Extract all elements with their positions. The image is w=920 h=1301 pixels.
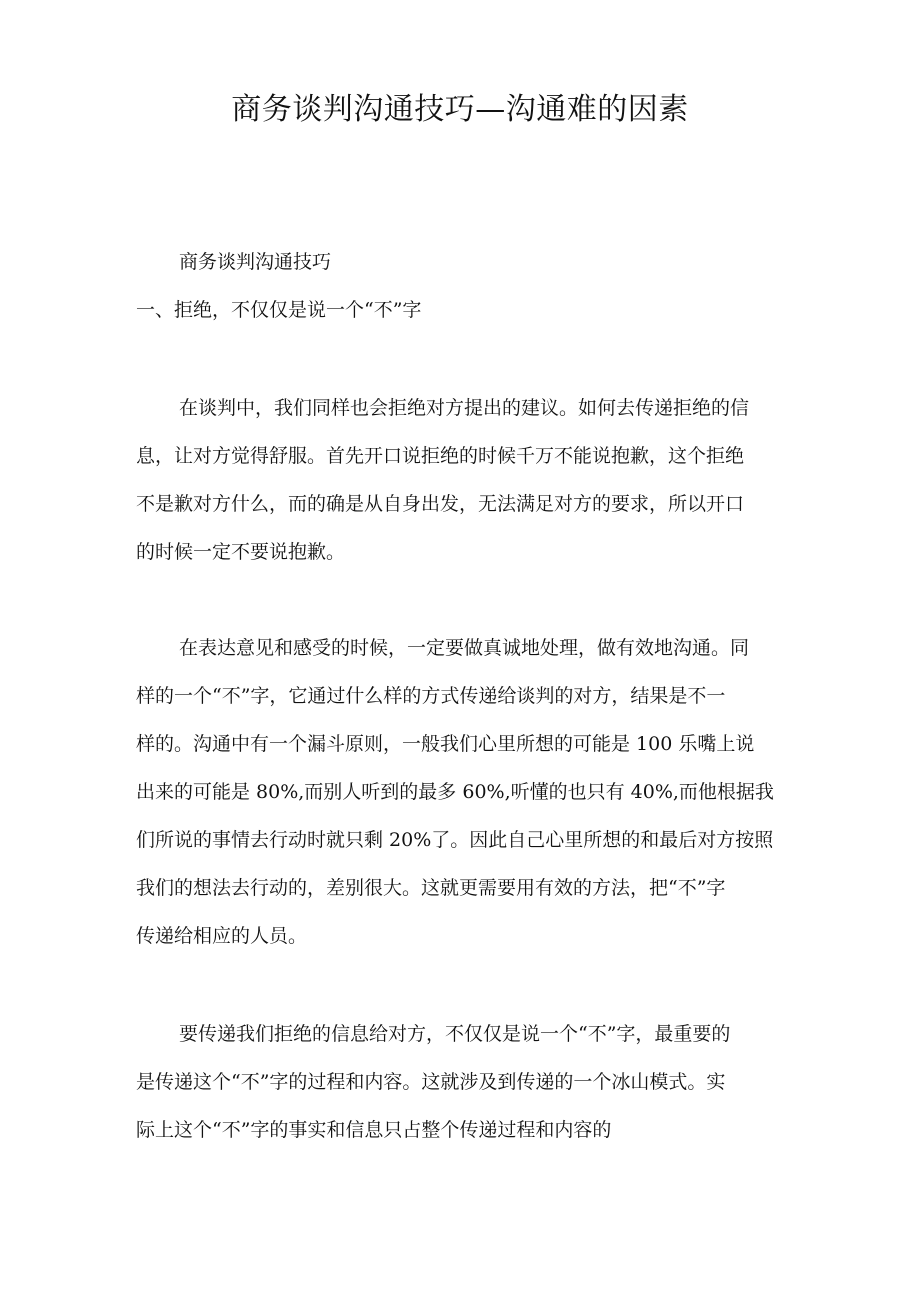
- paragraph-1-line-4: 的时候一定不要说抱歉。: [136, 541, 346, 563]
- section-heading: 一、拒绝，不仅仅是说一个“不”字: [136, 299, 422, 321]
- paragraph-2-line-4: 出来的可能是 80%,而别人听到的最多 60%,听懂的也只有 40%,而他根据我: [136, 781, 774, 803]
- paragraph-3-line-2: 是传递这个“不”字的过程和内容。这就涉及到传递的一个冰山模式。实: [136, 1071, 726, 1093]
- paragraph-3-line-3: 际上这个“不”字的事实和信息只占整个传递过程和内容的: [136, 1119, 612, 1141]
- document-subtitle: 商务谈判沟通技巧: [179, 251, 332, 273]
- paragraph-1-line-2: 息，让对方觉得舒服。首先开口说拒绝的时候千万不能说抱歉，这个拒绝: [136, 445, 745, 467]
- paragraph-2-line-2: 样的一个“不”字，它通过什么样的方式传递给谈判的对方，结果是不一: [136, 685, 726, 707]
- document-title: 商务谈判沟通技巧—沟通难的因素: [231, 92, 689, 127]
- paragraph-2-line-3: 样的。沟通中有一个漏斗原则，一般我们心里所想的可能是 100 乐嘴上说: [136, 733, 755, 755]
- paragraph-3-line-1: 要传递我们拒绝的信息给对方，不仅仅是说一个“不”字，最重要的: [179, 1023, 731, 1045]
- paragraph-1-line-3: 不是歉对方什么，而的确是从自身出发，无法满足对方的要求，所以开口: [136, 493, 745, 515]
- paragraph-2-line-6: 我们的想法去行动的，差别很大。这就更需要用有效的方法，把“不”字: [136, 877, 726, 899]
- paragraph-2-line-5: 们所说的事情去行动时就只剩 20%了。因此自己心里所想的和最后对方按照: [136, 829, 774, 851]
- paragraph-2-line-7: 传递给相应的人员。: [136, 925, 308, 947]
- paragraph-2-line-1: 在表达意见和感受的时候，一定要做真诚地处理，做有效地沟通。同: [179, 637, 750, 659]
- paragraph-1-line-1: 在谈判中，我们同样也会拒绝对方提出的建议。如何去传递拒绝的信: [179, 397, 750, 419]
